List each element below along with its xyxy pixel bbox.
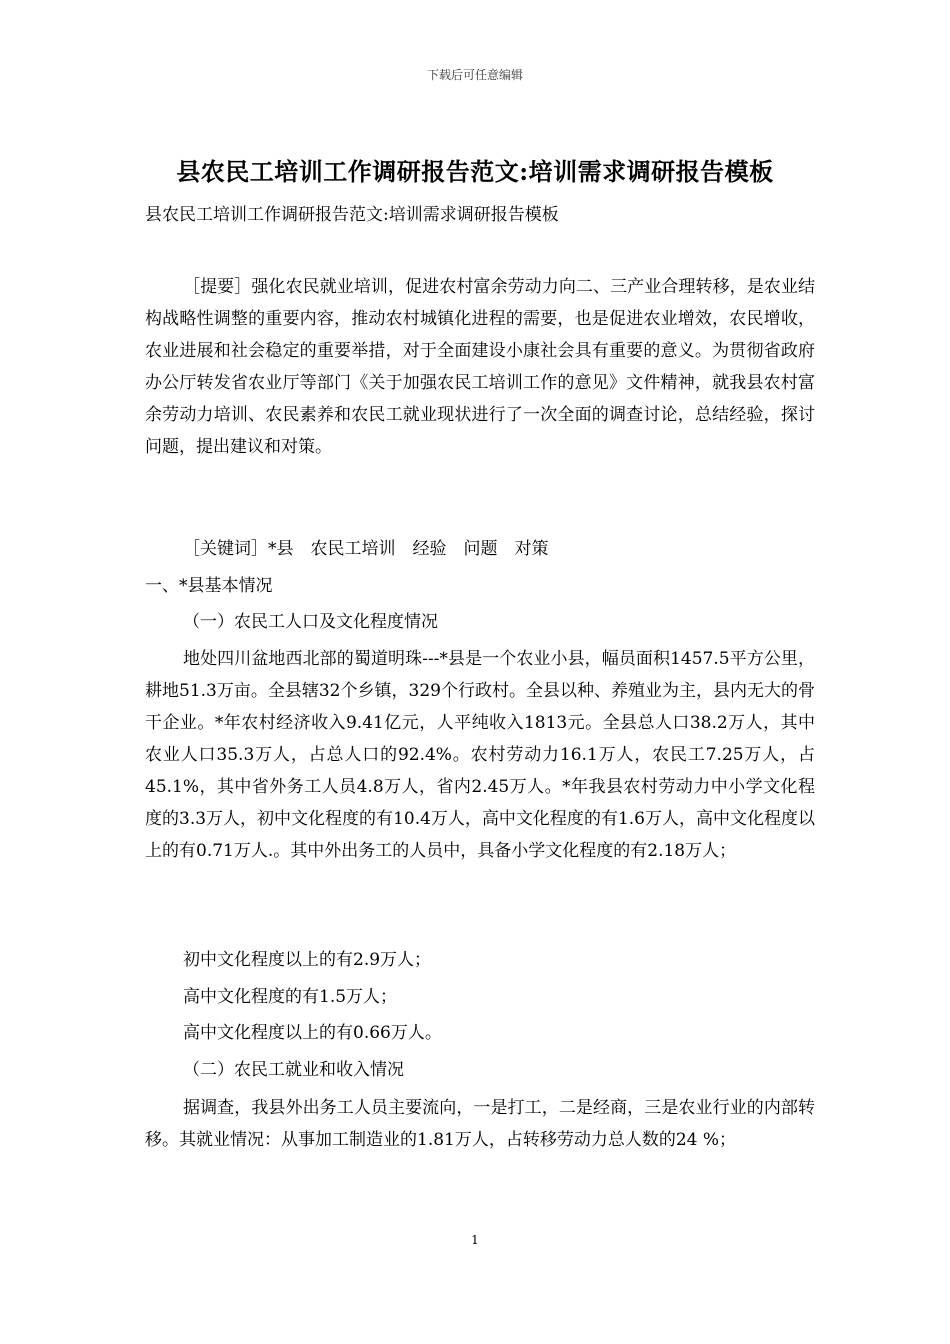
body-paragraph: 据调查，我县外出务工人员主要流向，一是打工，二是经商，三是农业行业的内部转移。其就业情况：从事加工制造业的1.81万人，占转移劳动力总人数的24 %； (145, 1098, 815, 1150)
list-line: 高中文化程度的有1.5万人； (183, 987, 398, 1007)
keywords-line: ［关键词］*县 农民工培训 经验 问题 对策 (183, 539, 549, 559)
header-note: 下载后可任意编辑 (426, 68, 523, 82)
document-subtitle: 县农民工培训工作调研报告范文:培训需求调研报告模板 (145, 205, 559, 225)
page-number: 1 (471, 1233, 479, 1247)
document-title: 县农民工培训工作调研报告范文:培训需求调研报告模板 (176, 157, 774, 186)
section-heading: 一、*县基本情况 (145, 576, 273, 596)
list-line: 初中文化程度以上的有2.9万人； (183, 950, 432, 970)
body-paragraph: 地处四川盆地西北部的蜀道明珠---*县是一个农业小县，幅员面积1457.5平方公里，耕地51.3万亩。全县辖32个乡镇，329个行政村。全县以种、养殖业为主，县内无大的骨干企业。*年农村经济收入9.41亿元，人平纯收入1813元。全县总人口38.2万人，其中农业人口35.3万人，占总人口的92.4%。农村劳动力16.1万人，农民工7.25万人，占 45.1%，其中省外务工人员4.8万人，省内2.45万人。*年我县农村劳动力中小学文化程度的3.3万人，初中文化程度的有10.4万人，高中文化程度的有1.6万人，高中文化程度以上的有0.71万人.。其中外出务工的人员中，具备小学文化程度的有2.18万人； (145, 649, 815, 861)
subsection-heading: （一）农民工人口及文化程度情况 (183, 612, 438, 632)
subsection-heading: （二）农民工就业和收入情况 (183, 1060, 404, 1080)
list-line: 高中文化程度以上的有0.66万人。 (183, 1023, 442, 1043)
abstract-paragraph: ［提要］强化农民就业培训，促进农村富余劳动力向二、三产业合理转移，是农业结构战略性调整的重要内容，推动农村城镇化进程的需要，也是促进农业增效，农民增收，农业进展和社会稳定的重要举措，对于全面建设小康社会具有重要的意义。为贯彻省政府办公厅转发省农业厅等部门《关于加强农民工培训工作的意见》文件精神，就我县农村富余劳动力培训、农民素养和农民工就业现状进行了一次全面的调查讨论，总结经验，探讨问题，提出建议和对策。 (145, 277, 815, 457)
